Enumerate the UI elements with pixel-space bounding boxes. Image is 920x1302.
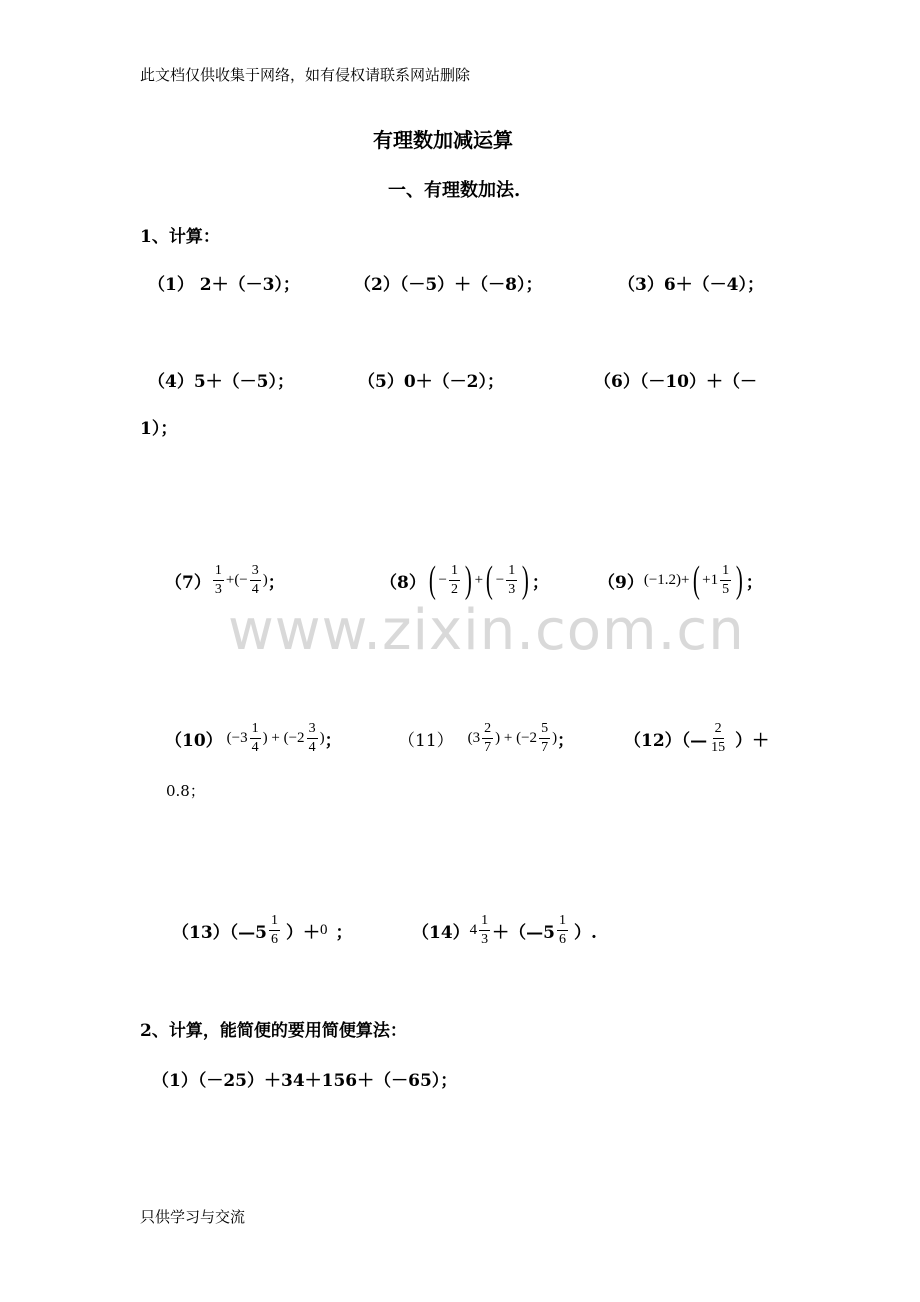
problem-14-label: （14） xyxy=(412,922,470,943)
problem-12: （12）（— $\frac{2}{15}$ ）＋ xyxy=(624,720,770,755)
question-2-heading: 2、计算，能简便的要用简便算法： xyxy=(140,1021,407,1041)
watermark: www.zixin.com.cn xyxy=(228,598,745,663)
problem-8-label: （8） xyxy=(380,572,426,593)
problem-8: （8） ( − $\frac{1}{2}$ ) + ( − $\frac{1}{3}$ ) ； xyxy=(380,559,549,601)
question-2-problem-1: （1）（－25）＋34＋156＋（－65）； xyxy=(152,1071,458,1091)
fraction: $\frac{1}{3}$ xyxy=(214,562,222,597)
fraction: $\frac{1}{5}$ xyxy=(722,562,730,597)
question-1-heading: 1、计算： xyxy=(140,227,220,247)
problem-8-expression: ( − $\frac{1}{2}$ ) + ( − $\frac{1}{3}$ ) xyxy=(428,559,530,601)
section-heading: 一、有理数加法. xyxy=(388,180,521,201)
problem-10-label: （10） xyxy=(165,730,223,751)
fraction: $\frac{1}{3}$ xyxy=(481,912,489,947)
problem-6: （6）（－10）＋（－ xyxy=(594,372,757,392)
fraction: $\frac{5}{7}$ xyxy=(541,720,549,755)
problem-14: （14） 4 $\frac{1}{3}$ ＋（—5 $\frac{1}{6}$ ）. xyxy=(412,912,597,947)
problem-9-expression: (−1.2) + ( +1 $\frac{1}{5}$ ) xyxy=(643,559,743,601)
fraction: $\frac{2}{7}$ xyxy=(484,720,492,755)
fraction: $\frac{3}{4}$ xyxy=(308,720,316,755)
problem-1: （1） 2＋（－3）； xyxy=(148,275,300,295)
problem-4: （4）5＋（－5）； xyxy=(148,372,294,392)
problem-12-expression xyxy=(707,722,729,755)
problem-2: （2）（－5）＋（－8）； xyxy=(354,275,543,295)
problem-9-label: （9） xyxy=(598,572,644,593)
problem-14-expression: 4 $\frac{1}{3}$ xyxy=(469,912,489,947)
problem-7: （7） $\frac{1}{3}$ + (− $\frac{3}{4}$ ) ； xyxy=(165,562,285,597)
problem-11-label: （11） xyxy=(398,730,454,751)
fraction: $\frac{3}{4}$ xyxy=(251,562,259,597)
fraction: $\frac{1}{2}$ xyxy=(450,562,458,597)
problem-13-expression xyxy=(267,914,282,947)
problem-7-expression: $\frac{1}{3}$ + (− $\frac{3}{4}$ ) xyxy=(214,562,268,597)
problem-7-label: （7） xyxy=(165,572,211,593)
footer-note: 只供学习与交流 xyxy=(140,1208,246,1226)
fraction: $\frac{1}{6}$ xyxy=(559,912,567,947)
problem-10-expression: (−3 $\frac{1}{4}$ ) + (−2 $\frac{3}{4}$ ) xyxy=(226,720,325,755)
problem-12-label: （12）（— xyxy=(624,730,708,751)
problem-11: （11） (3 $\frac{2}{7}$ ) + (−2 $\frac{5}{7}$ ) ； xyxy=(398,720,575,755)
problem-10: （10） (−3 $\frac{1}{4}$ ) + (−2 $\frac{3}{4}$ ) ； xyxy=(165,720,342,755)
fraction: $\frac{1}{6}$ xyxy=(271,912,278,947)
problem-9: （9） (−1.2) + ( +1 $\frac{1}{5}$ ) ； xyxy=(598,559,763,601)
header-note: 此文档仅供收集于网络，如有侵权请联系网站删除 xyxy=(140,66,471,84)
fraction: $\frac{1}{3}$ xyxy=(508,562,516,597)
page-title: 有理数加减运算 xyxy=(373,128,513,152)
problem-5: （5）0＋（－2）； xyxy=(358,372,504,392)
problem-12-continued: 0.8； xyxy=(166,782,205,800)
problem-13-label: （13）（—5 xyxy=(172,922,267,943)
fraction: $\frac{1}{4}$ xyxy=(251,720,259,755)
problem-6-continued: 1）； xyxy=(140,419,178,439)
problem-13: （13）（—5 $\frac{1}{6}$ ）＋ 0 ； xyxy=(172,912,353,947)
problem-11-expression: (3 $\frac{2}{7}$ ) + (−2 $\frac{5}{7}$ ) xyxy=(467,720,558,755)
problem-3: （3）6＋（－4）； xyxy=(618,275,764,295)
fraction: $\frac{2}{15}$ xyxy=(711,720,726,755)
